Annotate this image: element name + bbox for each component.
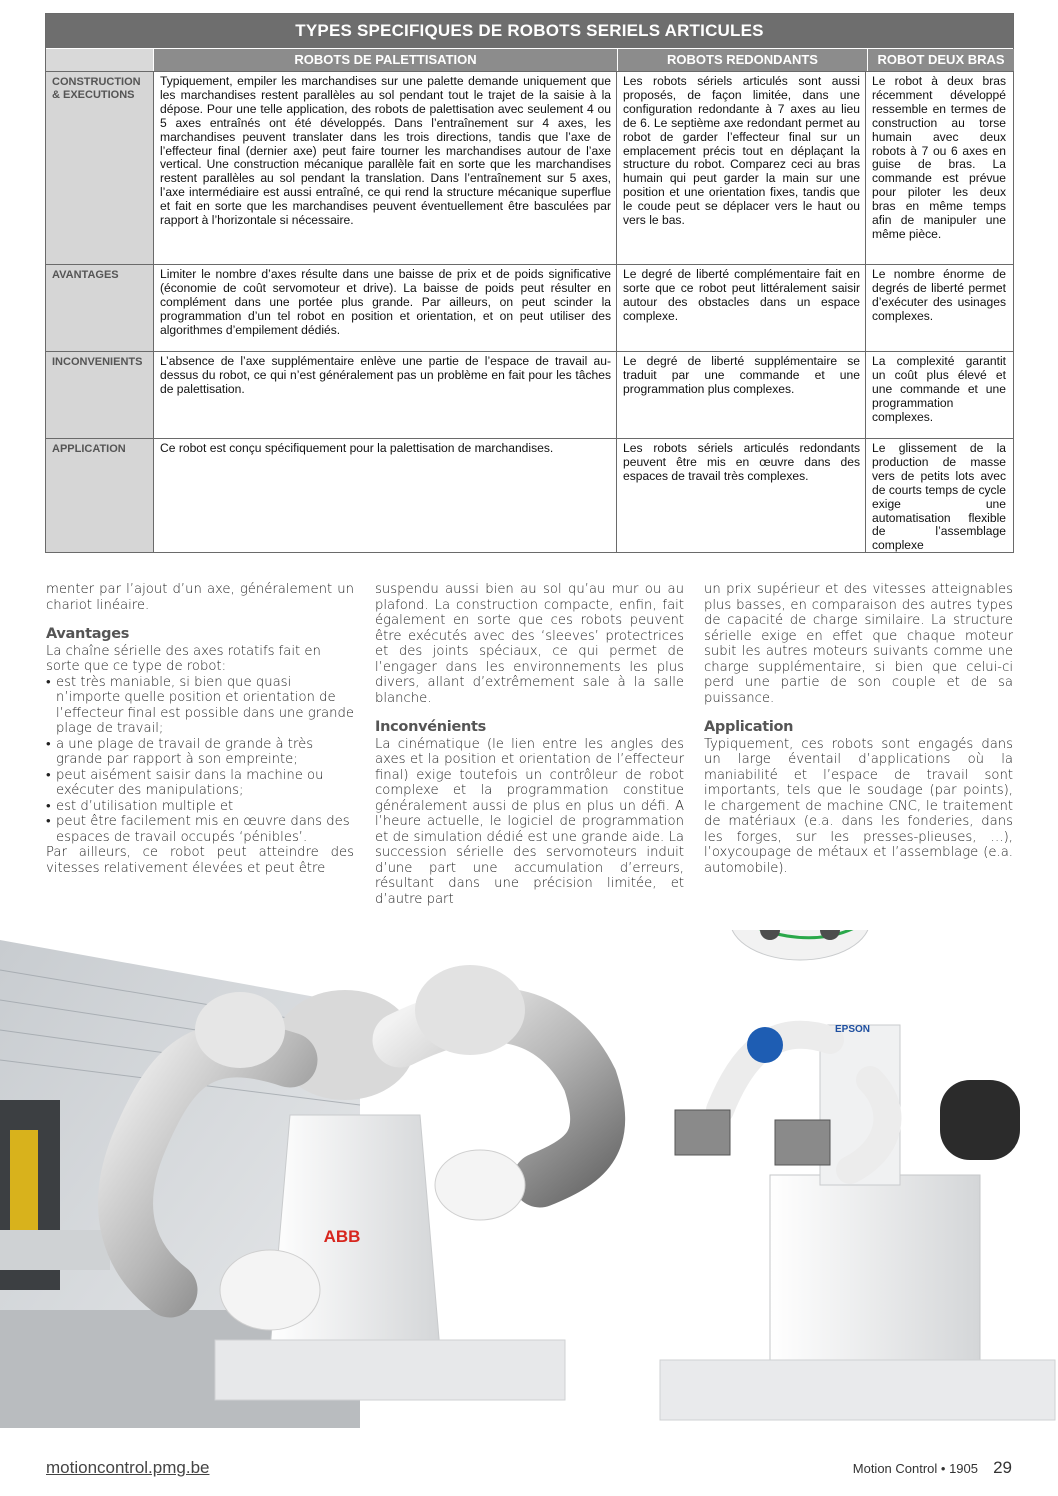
paragraph: suspendu aussi bien au sol qu’au mur ou au plafond. La construction compacte, enfin, fait également en sorte que ces robots peuvent être exécutés avec des ‘sleeves’ protectrices et des joints spéciaux, ce qui permet de l’engager dans les environnements les plus divers, allant d’extrêmement sale à la salle blanche. bbox=[375, 582, 684, 706]
footer-magazine: Motion Control • 1905 bbox=[852, 1461, 978, 1476]
article-column-1 bbox=[46, 582, 354, 876]
header-redondants: ROBOTS REDONDANTS bbox=[617, 49, 867, 71]
paragraph: menter par l’ajout d’un axe, généralement un chariot linéaire. bbox=[46, 582, 354, 613]
table-cell: Le degré de liberté supplémentaire se traduit par une commande et une programmation plus complexes. bbox=[616, 352, 865, 438]
article-column-2 bbox=[375, 582, 684, 907]
robots-photo bbox=[0, 930, 1058, 1428]
table-cell: Les robots sériels articulés sont aussi proposés, de façon limitée, dans une configuration redondante à 7 axes au lieu de 6. Le septième axe redondant permet au robot de garder l’effecteur final sur un emplacement précis tout en déplaçant la structure du robot. Comparez ceci au bras humain qui peut garder la main sur une position et une orientation fixes, tandis que le coude peut se déplacer vers le haut ou vers le bas. bbox=[616, 72, 865, 264]
list-item: • est très maniable, si bien que quasi n’importe quelle position et orientation de l’effecteur final est possible dans une grande plage de travail; bbox=[46, 675, 354, 737]
table-cell: Le degré de liberté complémentaire fait en sorte que ce robot peut littéralement saisir autour des obstacles dans un espace complexe. bbox=[616, 265, 865, 351]
header-empty bbox=[46, 49, 153, 71]
footer-url-link[interactable]: motioncontrol.pmg.be bbox=[46, 1458, 210, 1477]
table-cell: Limiter le nombre d’axes résulte dans une baisse de prix et de poids significative (économie de coût servomoteur et drive). La baisse de poids peut résulter en complément dans une portée plus grande. Par ailleurs, on peut scinder la programmation d’un tel robot en position et orientation, et on peut utiliser des algorithmes d’empilement dédiés. bbox=[153, 265, 616, 351]
table-cell: Les robots sériels articulés redondants peuvent être mis en œuvre dans des espaces de travail très complexes. bbox=[616, 439, 865, 552]
abb-logo: ABB bbox=[323, 1227, 361, 1246]
list-item: • est d’utilisation multiple et bbox=[46, 799, 354, 815]
table-cell: Typiquement, empiler les marchandises sur une palette demande uniquement que les marchandises restent parallèles au sol pendant tout le trajet de la saisie à la dépose. Pour une telle application, des robots de palettisation avec seulement 4 ou 5 axes entraînés ont été développés. Dans l’entraînement sur 4 axes, les marchandises peuvent translater dans les trois directions, tandis que l’axe de l’effecteur final (dernier axe) peut faire tourner les marchandises autour de l’axe vertical. Une construction mécanique parallèle fait en sorte que les marchandises restent parallèles au sol pendant la translation. Dans l’entraînement sur 5 axes, l’axe intermédiaire est aussi entraîné, ce qui rend la structure mécanique superflue et fait en sorte que les marchandises peuvent éventuellement être basculées par rapport à l’horizontale si nécessaire. bbox=[153, 72, 616, 264]
section-heading-application: Application bbox=[704, 719, 794, 735]
table-cell: Le robot à deux bras récemment développé ressemble en termes de construction au torse humain avec deux robots à 7 ou 6 axes en guise de bras. La commande est prévue pour piloter les deux bras en même temps afin de manipuler une même pièce. bbox=[865, 72, 1011, 264]
cable-reel bbox=[940, 1080, 1020, 1160]
paragraph: Par ailleurs, ce robot peut atteindre des vitesses relativement élevées et peut être bbox=[46, 845, 354, 876]
paragraph: La cinématique (le lien entre les angles des axes et la position et orientation de l’effecteur final) exige toutefois un contrôleur de robot complexe et la programmation constitue généralement aussi de plus en plus un défi. A l’heure actuelle, le logiciel de programmation et de simulation dédié est une grande aide. La succession sérielle des servomoteurs induit d’une part une accumulation d’erreurs, résultant dans une précision limitée, et d’autre part bbox=[375, 736, 684, 907]
row-label: INCONVENIENTS bbox=[46, 352, 153, 438]
section-heading-inconvenients: Inconvénients bbox=[375, 719, 486, 735]
table-cell: L’absence de l’axe supplémentaire enlève une partie de l’espace de travail au-dessus du robot, ce qui n’est généralement pas un problème en fait pour les tâches de palettisation. bbox=[153, 352, 616, 438]
list-item: • a une plage de travail de grande à très grande par rapport à son empreinte; bbox=[46, 737, 354, 768]
table-row bbox=[46, 71, 1013, 264]
avantages-list bbox=[46, 675, 354, 846]
table-cell: Le glissement de la production de masse vers de petits lots avec de courts temps de cycle exige une automatisation flexible de l’assemblage complexe bbox=[865, 439, 1011, 552]
paragraph: un prix supérieur et des vitesses atteignables plus basses, en comparaison des autres types de capacité de charge similaire. La structure sérielle exige en effet que chaque moteur subit les autres moteurs suivants comme une charge supplémentaire, si bien que celui-ci perd une partie de son couple et de sa puissance. bbox=[704, 582, 1013, 706]
row-label: AVANTAGES bbox=[46, 265, 153, 351]
table-row bbox=[46, 351, 1013, 438]
table-cell: Ce robot est conçu spécifiquement pour la palettisation de marchandises. bbox=[153, 439, 616, 552]
table-title: TYPES SPECIFIQUES DE ROBOTS SERIELS ARTICULES bbox=[46, 14, 1013, 49]
robot-types-table bbox=[45, 13, 1014, 553]
list-item: • peut aisément saisir dans la machine ou exécuter des manipulations; bbox=[46, 768, 354, 799]
table-header-row bbox=[46, 49, 1013, 71]
paragraph: Typiquement, ces robots sont engagés dans un large éventail d’applications où la maniabilité et l’espace de travail sont importants, tels que le soudage (par points), le chargement de machine CNC, le traitement de matériaux (e.a. dans les fonderies, dans les forges, sur les presses-plieuses, …), l’oxycoupage de métaux et l’assemblage (e.a. automobile). bbox=[704, 736, 1013, 876]
paragraph: La chaîne sérielle des axes rotatifs fait en sorte que ce type de robot: bbox=[46, 643, 321, 674]
epson-robot bbox=[660, 930, 1055, 1420]
header-palettisation: ROBOTS DE PALETTISATION bbox=[153, 49, 617, 71]
row-label: APPLICATION bbox=[46, 439, 153, 552]
section-heading-avantages: Avantages bbox=[46, 626, 130, 642]
article-column-3 bbox=[704, 582, 1013, 915]
page-number: 29 bbox=[993, 1458, 1012, 1477]
table-cell: La complexité garantit un coût plus élevé et une commande et une programmation complexes. bbox=[865, 352, 1011, 438]
table-row bbox=[46, 438, 1013, 552]
table-row bbox=[46, 264, 1013, 351]
header-deux-bras: ROBOT DEUX BRAS bbox=[867, 49, 1014, 71]
row-label: CONSTRUCTION & EXECUTIONS bbox=[46, 72, 153, 264]
list-item: • peut être facilement mis en œuvre dans des espaces de travail occupés ‘pénibles’. bbox=[46, 814, 354, 845]
epson-logo: EPSON bbox=[835, 1024, 871, 1035]
table-cell: Le nombre énorme de degrés de liberté permet d’exécuter des usinages complexes. bbox=[865, 265, 1011, 351]
